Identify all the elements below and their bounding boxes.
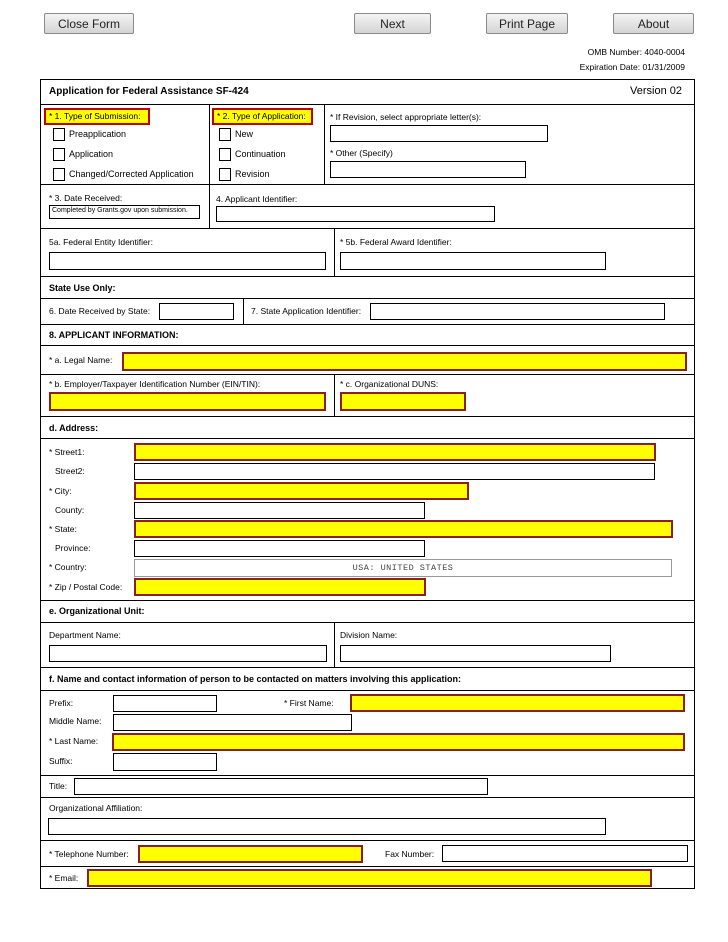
divider (40, 600, 694, 601)
ein-label: * b. Employer/Taxpayer Identification Number (EIN/TIN): (49, 379, 261, 389)
prefix-label: Prefix: (49, 698, 74, 708)
city-label: * City: (49, 486, 72, 496)
federal-entity-input[interactable] (49, 252, 326, 270)
new-checkbox[interactable] (219, 128, 231, 141)
country-select[interactable]: USA: UNITED STATES (134, 559, 672, 577)
department-input[interactable] (49, 645, 327, 662)
form-title: Application for Federal Assistance SF-424 (49, 86, 249, 97)
divider (40, 298, 694, 299)
first-name-label: * First Name: (284, 698, 334, 708)
new-label: New (235, 129, 254, 139)
title-label: Title: (49, 781, 68, 791)
title-input[interactable] (74, 778, 488, 795)
telephone-label: * Telephone Number: (49, 849, 129, 859)
applicant-identifier-input[interactable] (216, 206, 495, 222)
date-received-label: * 3. Date Received: (49, 193, 123, 203)
date-received-field: Completed by Grants.gov upon submission. (49, 205, 200, 219)
fax-input[interactable] (442, 845, 688, 862)
street2-label: Street2: (55, 466, 85, 476)
county-input[interactable] (134, 502, 425, 519)
contact-header: f. Name and contact information of person to be contacted on matters involving this application: (49, 674, 462, 684)
state-date-label: 6. Date Received by State: (49, 306, 151, 316)
state-application-label: 7. State Application Identifier: (251, 306, 362, 316)
changed-corrected-checkbox[interactable] (53, 168, 65, 181)
duns-input[interactable] (340, 392, 466, 411)
expiration-date: Expiration Date: 01/31/2009 (579, 62, 685, 72)
department-label: Department Name: (49, 630, 121, 640)
divider (40, 622, 694, 623)
email-label: * Email: (49, 873, 79, 883)
federal-award-input[interactable] (340, 252, 606, 270)
street2-input[interactable] (134, 463, 655, 480)
org-unit-header: e. Organizational Unit: (49, 606, 145, 616)
divider (40, 416, 694, 417)
divider (40, 184, 694, 185)
applicant-info-header: 8. APPLICANT INFORMATION: (49, 330, 179, 340)
about-button[interactable]: About (613, 13, 694, 34)
other-specify-input[interactable] (330, 161, 526, 178)
revision-label: * If Revision, select appropriate letter(s): (330, 112, 482, 122)
divider (40, 840, 694, 841)
middle-name-input[interactable] (113, 714, 352, 731)
divider (40, 374, 694, 375)
next-button[interactable]: Next (354, 13, 431, 34)
suffix-input[interactable] (113, 753, 217, 771)
state-select[interactable] (134, 520, 673, 538)
division-input[interactable] (340, 645, 611, 662)
continuation-label: Continuation (235, 149, 286, 159)
city-input[interactable] (134, 482, 469, 500)
federal-award-label: * 5b. Federal Award Identifier: (340, 237, 452, 247)
divider (40, 345, 694, 346)
revision-option-label: Revision (235, 169, 270, 179)
type-of-application-label: * 2. Type of Application: (212, 108, 313, 125)
application-checkbox[interactable] (53, 148, 65, 161)
revision-letter-input[interactable] (330, 125, 548, 142)
divider (40, 104, 694, 105)
divider (334, 228, 335, 276)
last-name-input[interactable] (112, 733, 685, 751)
divider (243, 298, 244, 324)
legal-name-label: * a. Legal Name: (49, 355, 113, 365)
revision-checkbox[interactable] (219, 168, 231, 181)
suffix-label: Suffix: (49, 756, 73, 766)
prefix-input[interactable] (113, 695, 217, 712)
affiliation-input[interactable] (48, 818, 606, 835)
county-label: County: (55, 505, 85, 515)
continuation-checkbox[interactable] (219, 148, 231, 161)
province-input[interactable] (134, 540, 425, 557)
divider (209, 184, 210, 228)
country-label: * Country: (49, 562, 87, 572)
telephone-input[interactable] (138, 845, 363, 863)
divider (324, 104, 325, 184)
preapplication-label: Preapplication (69, 129, 127, 139)
divider (40, 667, 694, 668)
legal-name-input[interactable] (122, 352, 687, 371)
middle-name-label: Middle Name: (49, 716, 102, 726)
zip-label: * Zip / Postal Code: (49, 582, 123, 592)
ein-input[interactable] (49, 392, 326, 411)
divider (40, 797, 694, 798)
divider (40, 775, 694, 776)
divider (334, 622, 335, 667)
print-page-button[interactable]: Print Page (486, 13, 568, 34)
affiliation-label: Organizational Affiliation: (49, 803, 143, 813)
divider (334, 374, 335, 416)
state-date-input[interactable] (159, 303, 234, 320)
omb-number: OMB Number: 4040-0004 (587, 47, 685, 57)
divider (40, 690, 694, 691)
first-name-input[interactable] (350, 694, 685, 712)
divider (40, 866, 694, 867)
state-label: * State: (49, 524, 77, 534)
other-specify-label: * Other (Specify) (330, 148, 393, 158)
division-label: Division Name: (340, 630, 398, 640)
close-form-button[interactable]: Close Form (44, 13, 134, 34)
address-header: d. Address: (49, 423, 99, 433)
federal-entity-label: 5a. Federal Entity Identifier: (49, 237, 153, 247)
zip-input[interactable] (134, 578, 426, 596)
duns-label: * c. Organizational DUNS: (340, 379, 439, 389)
last-name-label: * Last Name: (49, 736, 99, 746)
divider (40, 276, 694, 277)
divider (40, 228, 694, 229)
applicant-identifier-label: 4. Applicant Identifier: (216, 194, 298, 204)
state-use-header: State Use Only: (49, 283, 116, 293)
street1-label: * Street1: (49, 447, 85, 457)
divider (209, 104, 210, 184)
state-application-input[interactable] (370, 303, 665, 320)
divider (40, 438, 694, 439)
province-label: Province: (55, 543, 91, 553)
form-version: Version 02 (630, 85, 682, 97)
changed-corrected-label: Changed/Corrected Application (69, 169, 194, 179)
type-of-submission-label: * 1. Type of Submission: (44, 108, 150, 125)
fax-label: Fax Number: (385, 849, 435, 859)
application-label: Application (69, 149, 114, 159)
street1-input[interactable] (134, 443, 656, 461)
email-input[interactable] (87, 869, 652, 887)
preapplication-checkbox[interactable] (53, 128, 65, 141)
divider (40, 324, 694, 325)
